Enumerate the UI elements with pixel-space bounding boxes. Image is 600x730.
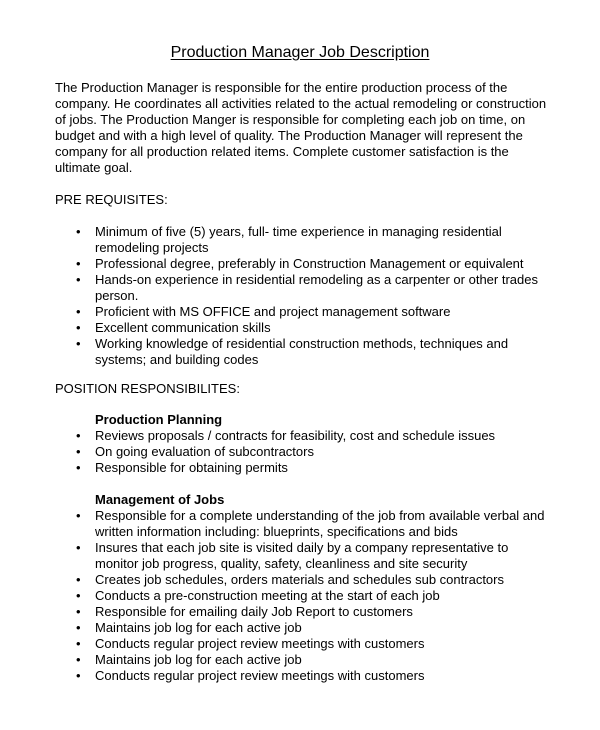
page-title xyxy=(0,43,600,63)
list-item: • Responsible for obtaining permits xyxy=(76,460,288,475)
list-item: • Reviews proposals / contracts for feasibility, cost and schedule issues xyxy=(76,428,496,443)
list-item: • Proficient with MS OFFICE and project management software xyxy=(76,304,451,319)
prerequisites-list xyxy=(76,224,555,368)
bullet-icon: • xyxy=(76,256,81,271)
production-planning-list xyxy=(76,428,555,476)
bullet-icon: • xyxy=(76,604,81,619)
bullet-icon: • xyxy=(76,444,81,459)
bullet-icon: • xyxy=(76,508,81,523)
bullet-icon: • xyxy=(76,588,81,603)
list-item: • Conducts a pre-construction meeting at the start of each job xyxy=(76,588,440,603)
bullet-icon: • xyxy=(76,224,81,239)
responsibilities-heading: POSITION RESPONSIBILITES: xyxy=(55,381,240,396)
list-item: • Insures that each job site is visited daily by a company representative to monitor job progress, quality, safety, cleanliness and site security xyxy=(76,540,509,571)
bullet-icon: • xyxy=(76,668,81,683)
list-item: • Responsible for a complete understanding of the job from available verbal and written information including: blueprints, specifications and bids xyxy=(76,508,545,539)
management-of-jobs-list xyxy=(76,508,555,684)
list-item: • Creates job schedules, orders materials and schedules sub contractors xyxy=(76,572,504,587)
bullet-icon: • xyxy=(76,304,81,319)
bullet-icon: • xyxy=(76,620,81,635)
bullet-icon: • xyxy=(76,652,81,667)
management-of-jobs-heading: Management of Jobs xyxy=(95,492,225,507)
list-item: • Conducts regular project review meetings with customers xyxy=(76,636,425,651)
production-planning-heading: Production Planning xyxy=(95,412,223,427)
list-item: • Hands-on experience in residential remodeling as a carpenter or other trades person. xyxy=(76,272,538,303)
bullet-icon: • xyxy=(76,336,81,351)
list-item: • Professional degree, preferably in Construction Management or equivalent xyxy=(76,256,524,271)
bullet-icon: • xyxy=(76,572,81,587)
list-item: • Maintains job log for each active job xyxy=(76,620,302,635)
list-item: • Responsible for emailing daily Job Report to customers xyxy=(76,604,413,619)
list-item: • Excellent communication skills xyxy=(76,320,271,335)
list-item: • Working knowledge of residential construction methods, techniques and systems; and building codes xyxy=(76,336,509,367)
list-item: • Minimum of five (5) years, full- time experience in managing residential remodeling projects xyxy=(76,224,502,255)
bullet-icon: • xyxy=(76,428,81,443)
bullet-icon: • xyxy=(76,272,81,287)
list-item: • Maintains job log for each active job xyxy=(76,652,302,667)
prerequisites-heading: PRE REQUISITES: xyxy=(55,192,168,207)
list-item: • On going evaluation of subcontractors xyxy=(76,444,314,459)
page-title-text: Production Manager Job Description xyxy=(170,44,430,61)
bullet-icon: • xyxy=(76,460,81,475)
bullet-icon: • xyxy=(76,320,81,335)
intro-paragraph: The Production Manager is responsible for the entire production process of the company. He coordinates all activities related to the actual remodeling or construction of jobs. The Production Manger is responsible for completing each job on time, on budget and with a high level of quality. The Production Manager will represent the company for all production related items. Complete customer satisfaction is the ultimate goal. xyxy=(55,80,547,175)
bullet-icon: • xyxy=(76,540,81,555)
list-item: • Conducts regular project review meetings with customers xyxy=(76,668,425,683)
bullet-icon: • xyxy=(76,636,81,651)
